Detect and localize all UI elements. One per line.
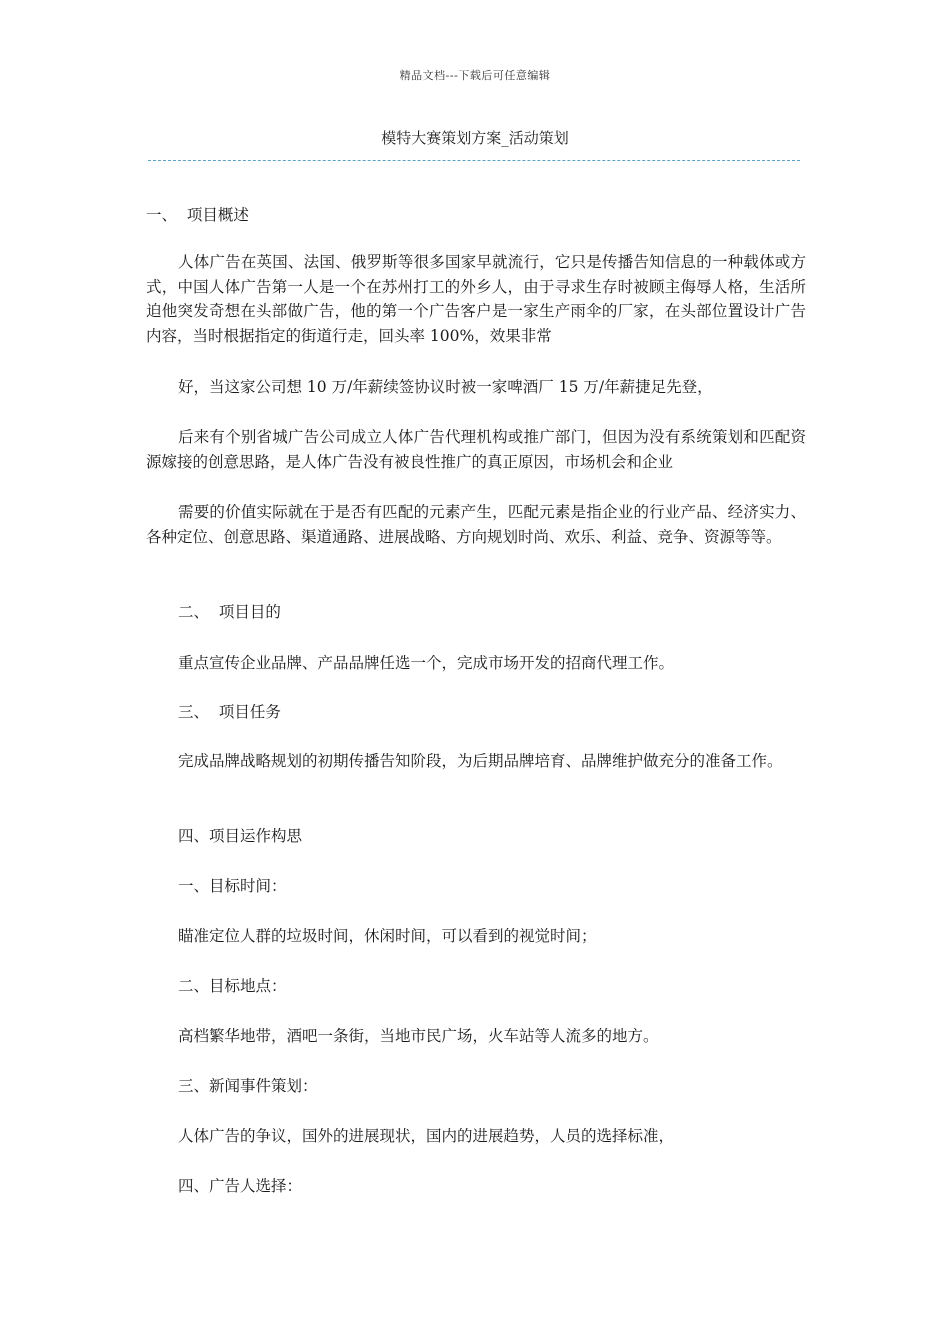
text-target-location: 高档繁华地带，酒吧一条街，当地市民广场，火车站等人流多的地方。 (178, 1027, 659, 1045)
document-title: 模特大赛策划方案_活动策划 (381, 129, 569, 147)
section-heading-overview: 一、 项目概述 (146, 206, 249, 224)
paragraph-purpose: 重点宣传企业品牌、产品品牌任选一个，完成市场开发的招商代理工作。 (178, 654, 675, 672)
text-target-time: 瞄准定位人群的垃圾时间，休闲时间，可以看到的视觉时间； (178, 927, 597, 945)
subheading-target-location: 二、目标地点： (178, 977, 287, 995)
header-note: 精品文档---下载后可任意编辑 (399, 69, 551, 82)
title-divider (148, 160, 800, 161)
paragraph-tasks: 完成品牌战略规划的初期传播告知阶段，为后期品牌培育、品牌维护做充分的准备工作。 (178, 752, 783, 770)
paragraph-value: 需要的价值实际就在于是否有匹配的元素产生，匹配元素是指企业的行业产品、经济实力、各种定位、创意思路、渠道通路、进展战略、方向规划时尚、欢乐、利益、竞争、资源等等。 (146, 503, 806, 546)
text-news-event: 人体广告的争议，国外的进展现状，国内的进展趋势，人员的选择标准， (178, 1127, 675, 1145)
subheading-target-time: 一、目标时间： (178, 877, 287, 895)
subheading-ad-person: 四、广告人选择： (178, 1177, 303, 1195)
section-heading-tasks: 三、 项目任务 (178, 703, 281, 721)
section-heading-purpose: 二、 项目目的 (178, 603, 281, 621)
paragraph-intro: 人体广告在英国、法国、俄罗斯等很多国家早就流行，它只是传播告知信息的一种载体或方式，中国人体广告第一人是一个在苏州打工的外乡人，由于寻求生存时被顾主侮辱人格，生活所迫他突发奇想在头部做广告，他的第一个广告客户是一家生产雨伞的厂家，在头部位置设计广告内容，当时根据指定的街道行走，回头率 100%，效果非常 (146, 253, 806, 345)
paragraph-continued: 好，当这家公司想 10 万/年薪续签协议时被一家啤酒厂 15 万/年薪捷足先登， (178, 378, 713, 396)
section-heading-operation: 四、项目运作构思 (178, 827, 303, 845)
subheading-news-event: 三、新闻事件策划： (178, 1077, 318, 1095)
paragraph-agencies: 后来有个别省城广告公司成立人体广告代理机构或推广部门，但因为没有系统策划和匹配资源嫁接的创意思路，是人体广告没有被良性推广的真正原因，市场机会和企业 (146, 428, 806, 471)
